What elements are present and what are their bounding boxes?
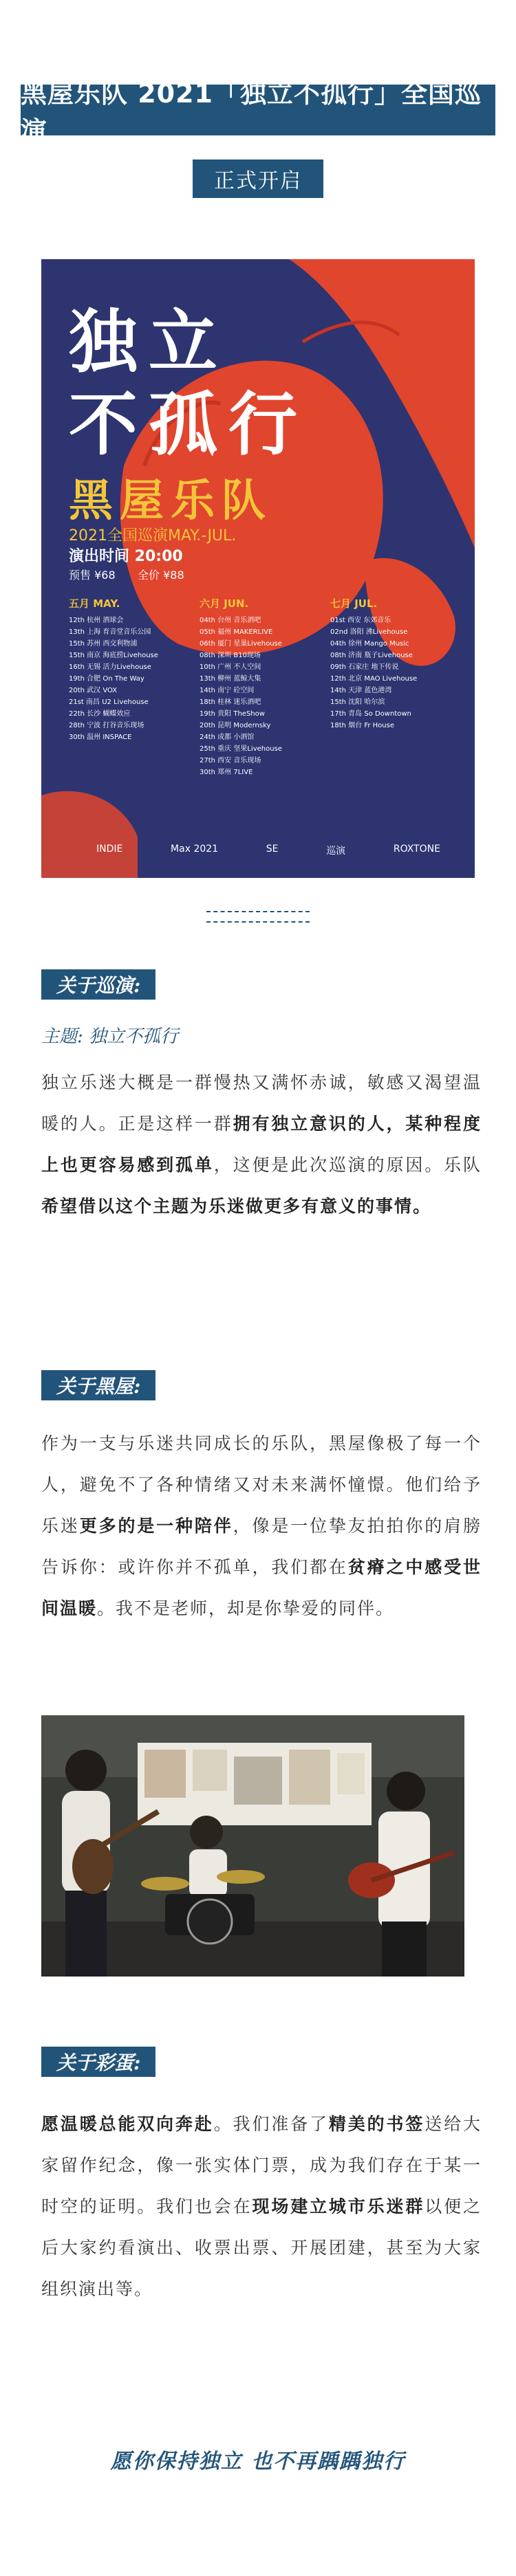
schedule-date: 15th 沈阳 哈尔滨	[330, 698, 385, 706]
tour-poster	[41, 259, 475, 878]
schedule-date: 05th 福州 MAKERLIVE	[200, 628, 273, 636]
gift-paragraph	[41, 2104, 482, 2310]
tour-paragraph	[41, 1062, 482, 1227]
schedule-date: 30th 温州 INSPACE	[69, 734, 132, 741]
poster-sponsor-row	[96, 844, 440, 857]
text-run: ，像是一位挚友拍拍你的肩膀告诉你：或许你并不孤单，我们都在	[41, 1516, 482, 1577]
schedule-date: 16th 无锡 活力Livehouse	[69, 663, 151, 671]
schedule-date: 08th 济南 瓶子Livehouse	[330, 652, 413, 659]
sponsor-4: 巡演	[326, 846, 346, 857]
schedule-date: 25th 重庆 坚果Livehouse	[200, 745, 282, 753]
sponsor-1: INDIE	[96, 844, 123, 855]
schedule-date: 28th 宁波 打谷音乐现场	[69, 722, 144, 729]
band-paragraph	[41, 1423, 482, 1629]
schedule-date: 19th 贵阳 TheShow	[200, 710, 265, 718]
emphasis-text: 贫瘠之中感受世间温暖	[41, 1557, 482, 1618]
poster-presale: 预售 ¥68	[69, 569, 116, 582]
emphasis-text: 精美的书签	[328, 2114, 425, 2134]
schedule-month-label: 五月 MAY.	[69, 597, 120, 610]
schedule-date: 04th 徐州 Mango Music	[330, 640, 409, 648]
schedule-date: 01st 西安 东郊音乐	[330, 617, 391, 624]
divider-line	[206, 911, 310, 912]
schedule-date: 27th 西安 音乐现场	[200, 757, 261, 764]
sponsor-2: Max 2021	[171, 844, 219, 855]
text-run: 以便之后大家约看演出、收票出票、开展团建，甚至为大家组织演出等。	[41, 2197, 482, 2299]
schedule-date: 20th 武汉 VOX	[69, 687, 118, 694]
emphasis-text: 拥有独立意识的人，某种程度上也更容易感到孤单	[41, 1114, 482, 1175]
schedule-date: 21st 南昌 U2 Livehouse	[69, 698, 149, 706]
schedule-date: 08th 深圳 B10现场	[200, 652, 261, 659]
section-tag-tour: 关于巡演:	[41, 969, 155, 1000]
emphasis-text: 更多的是一种陪伴	[79, 1516, 233, 1536]
schedule-date: 06th 厦门 星巢Livehouse	[200, 640, 282, 648]
schedule-date: 15th 苏州 西交利物浦	[69, 640, 138, 648]
text-run: ，这便是此次巡演的原因。乐队	[213, 1155, 482, 1175]
tour-theme: 主题: 独立不孤行	[41, 1026, 179, 1047]
schedule-date: 12th 北京 MAO Livehouse	[330, 675, 418, 683]
band-photo-illustration	[41, 1715, 464, 1977]
schedule-column	[69, 596, 193, 743]
section-tag-band: 关于黑屋:	[41, 1370, 155, 1400]
schedule-date: 02nd 洛阳 沸Livehouse	[330, 628, 408, 636]
page-title: 黑屋乐队 2021「独立不孤行」全国巡演	[21, 85, 495, 135]
poster-band-name: 黑屋乐队	[69, 476, 272, 527]
text-run: 。我不是老师，却是你挚爱的同伴。	[97, 1598, 395, 1618]
schedule-month-label: 六月 JUN.	[200, 597, 249, 610]
schedule-date: 13th 柳州 蓝鲸大集	[200, 675, 261, 683]
poster-door-price: 全价 ¥88	[138, 569, 184, 582]
poster-headline-1: 独立	[69, 302, 228, 382]
poster-tour-line: 2021全国巡演MAY.-JUL.	[69, 527, 237, 544]
schedule-date: 04th 台州 音乐酒吧	[200, 617, 261, 624]
schedule-date: 14th 天津 蓝色港湾	[330, 687, 392, 694]
sponsor-3: SE	[266, 844, 279, 855]
section-tag-gift: 关于彩蛋:	[41, 2047, 155, 2077]
schedule-date: 18th 烟台 Fr House	[330, 722, 394, 729]
text-run: 独立乐迷大概是一群慢热又满怀赤诚，敏感又渴望温暖的人。正是这样一群	[41, 1072, 482, 1134]
schedule-date: 13th 上海 育音堂音乐公园	[69, 628, 151, 636]
schedule-date: 10th 广州 不人空间	[200, 663, 261, 671]
schedule-date: 19th 合肥 On The Way	[69, 675, 144, 683]
emphasis-text: 现场建立城市乐迷群	[252, 2197, 425, 2216]
divider-line	[206, 921, 310, 923]
schedule-date: 30th 郑州 7LIVE	[200, 769, 253, 776]
text-run: 送给大家留作纪念，像一张实体门票，成为我们存在于某一时空的证明。我们也会在	[41, 2114, 482, 2216]
band-photo	[41, 1715, 464, 1977]
emphasis-text: 希望借以这个主题为乐迷做更多有意义的事情。	[41, 1196, 432, 1216]
closing-slogan: 愿你保持独立 也不再踽踽独行	[110, 2450, 406, 2474]
poster-showtime: 演出时间 20:00	[69, 548, 183, 565]
schedule-date: 17th 青岛 So Downtown	[330, 710, 411, 718]
poster-headline-2: 不孤行	[69, 384, 308, 465]
sponsor-5: ROXTONE	[393, 844, 440, 855]
schedule-date: 22th 长沙 蝴蝶效应	[69, 710, 131, 718]
schedule-date: 18th 桂林 迷乐酒吧	[200, 698, 261, 706]
text-run: 作为一支与乐迷共同成长的乐队，黑屋像极了每一个人，避免不了各种情绪又对未来满怀憧憬。他们给予乐迷	[41, 1433, 482, 1536]
schedule-date: 14th 南宁 砼空间	[200, 687, 255, 694]
text-run: 。我们准备了	[213, 2114, 329, 2134]
schedule-date: 20th 昆明 Modernsky	[200, 722, 271, 729]
schedule-date: 12th 杭州 酒球会	[69, 617, 124, 624]
schedule-month-label: 七月 JUL.	[330, 597, 378, 610]
schedule-column	[330, 596, 454, 731]
schedule-column	[200, 596, 323, 778]
schedule-date: 09th 石家庄 地下传说	[330, 663, 399, 671]
schedule-date: 15th 南京 海底捞Livehouse	[69, 652, 158, 659]
page-subtitle: 正式开启	[193, 159, 323, 198]
emphasis-text: 愿温暖总能双向奔赴	[41, 2114, 214, 2134]
schedule-date: 24th 成都 小酒馆	[200, 734, 255, 741]
